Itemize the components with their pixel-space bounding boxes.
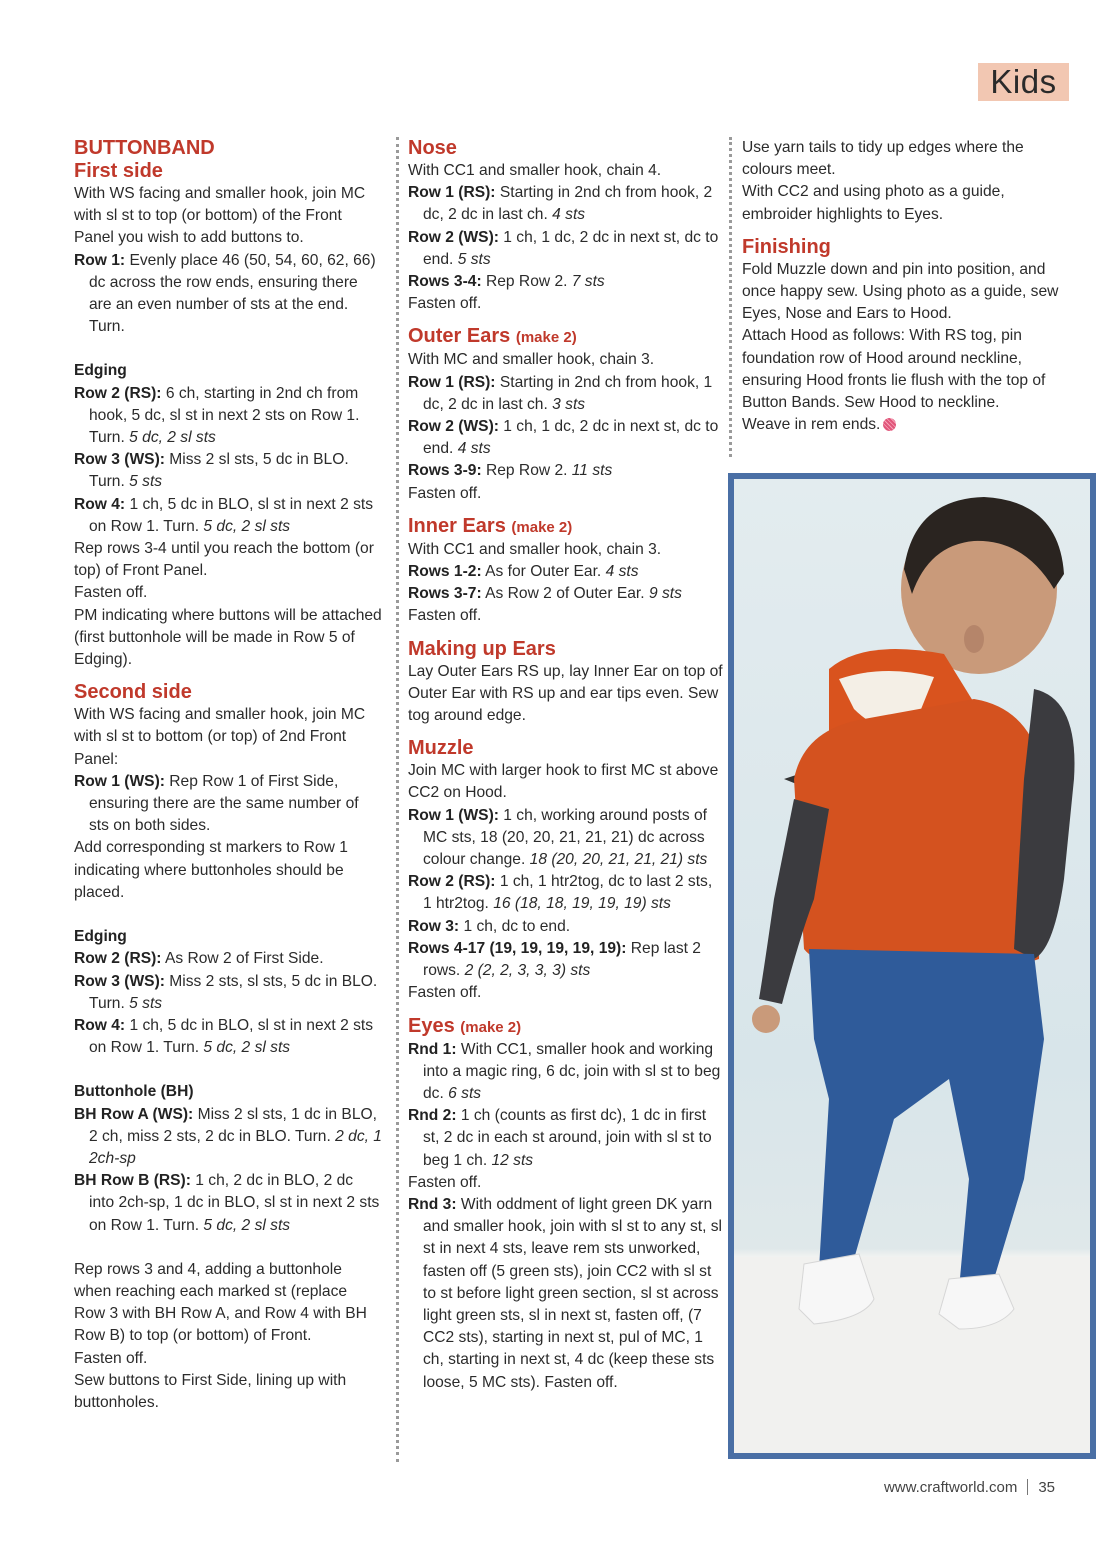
row-text: 1 ch, 5 dc in BLO, sl st in next 2 sts on Row 1. Turn. bbox=[89, 1016, 374, 1057]
row-text: Evenly place 46 (50, 54, 60, 62, 66) dc across the row ends, ensuring there are an even number of sts at the end. Turn. bbox=[89, 251, 376, 336]
eyes-fasten: Fasten off. bbox=[408, 1173, 482, 1191]
finishing-attach: Attach Hood as follows: With RS tog, pin foundation row of Hood around neckline, ensuring Hood fronts lie flush with the top of Button Bands. Sew Hood to neckline. bbox=[742, 327, 1046, 412]
heading-text: Outer Ears bbox=[408, 325, 511, 348]
stitch-count: 5 dc, 2 sl sts bbox=[203, 1216, 291, 1234]
make-count: (make 2) bbox=[515, 329, 577, 347]
nose-heading: Nose bbox=[408, 137, 457, 159]
muzzle-row417 bbox=[408, 938, 724, 982]
hand bbox=[752, 1005, 780, 1033]
stitch-count: 11 sts bbox=[571, 462, 613, 480]
row-text: 1 ch, 1 htr2tog, dc to last 2 sts, 1 htr2tog. bbox=[423, 873, 713, 913]
second-side-fasten: Fasten off. bbox=[74, 1349, 148, 1367]
stitch-count: 5 dc, 2 sl sts bbox=[203, 517, 291, 535]
second-side-heading: Second side bbox=[74, 681, 192, 704]
outer-ears-heading bbox=[408, 325, 724, 349]
stitch-count: 2 (2, 2, 3, 3, 3) sts bbox=[464, 962, 591, 980]
row-text: Miss 2 sts, sl sts, 5 dc in BLO. Turn. bbox=[89, 972, 378, 1012]
row-text: 1 ch, 2 dc in BLO, 2 dc into 2ch-sp, 1 dc in BLO, sl st in next 2 sts on Row 1. Turn. bbox=[89, 1172, 380, 1234]
column-divider-1 bbox=[396, 137, 399, 1462]
second-side-sew: Sew buttons to First Side, lining up with buttonholes. bbox=[74, 1371, 347, 1411]
child-illustration bbox=[734, 479, 1090, 1453]
stitch-count: 3 sts bbox=[552, 395, 586, 413]
embroider-text: With CC2 and using photo as a guide, embroider highlights to Eyes. bbox=[742, 183, 1005, 223]
row-text: With CC1, smaller hook and working into a magic ring, 6 dc, join with sl st to beg dc. bbox=[423, 1040, 721, 1102]
row-text: Miss 2 sl sts, 1 dc in BLO, 2 ch, miss 2 sts, 2 dc in BLO. Turn. bbox=[89, 1105, 377, 1145]
row-label: BH Row A (WS): bbox=[74, 1105, 194, 1123]
finishing-fold: Fold Muzzle down and pin into position, and once happy sew. Using photo as a guide, sew Eyes, Nose and Ears to Hood. bbox=[742, 260, 1059, 323]
row-label: Rnd 2: bbox=[408, 1107, 457, 1125]
spacer bbox=[74, 1237, 382, 1259]
stitch-count: 6 sts bbox=[448, 1084, 482, 1102]
first-side-row4 bbox=[74, 494, 382, 538]
heading-text: Inner Ears bbox=[408, 514, 506, 537]
row-label: Row 2 (RS): bbox=[74, 950, 162, 968]
row-text: 6 ch, starting in 2nd ch from hook, 5 dc, sl st in next 2 sts on Row 1. Turn. bbox=[89, 384, 360, 447]
first-side-pm: PM indicating where buttons will be attached (first buttonhole will be made in Row 5 of Edging). bbox=[74, 606, 382, 669]
bh-row-b bbox=[74, 1170, 382, 1237]
row-text: With oddment of light green DK yarn and smaller hook, join with sl st to any st, sl st in next 4 sts, leave rem sts unworked, fasten off (5 green sts), join CC2 with sl st to st before light green section, sl st across light green sts, sl in next st, fasten off, (7 CC2 sts), starting in next st, pul of MC, 1 ch, starting in next st, 4 dc (keep these sts loose, 5 MC sts). Fasten off. bbox=[423, 1195, 723, 1391]
muzzle-heading: Muzzle bbox=[408, 737, 474, 760]
outer-ears-fasten: Fasten off. bbox=[408, 484, 482, 502]
row-text: As for Outer Ear. bbox=[481, 563, 606, 581]
inner-ears-row12 bbox=[408, 561, 724, 583]
nose-row2 bbox=[408, 227, 724, 271]
row-text: 1 ch, 1 dc, 2 dc in next st, dc to end. bbox=[423, 418, 719, 458]
row-text: 1 ch, 1 dc, 2 dc in next st, dc to end. bbox=[423, 228, 719, 268]
row-label: Row 2 (WS): bbox=[408, 418, 499, 436]
nose-row1 bbox=[408, 182, 724, 226]
section-tag: Kids bbox=[978, 63, 1069, 101]
finishing-weave bbox=[742, 414, 1067, 436]
second-side-row4 bbox=[74, 1015, 382, 1059]
second-side-row1 bbox=[74, 771, 382, 838]
row-label: Rows 3-9: bbox=[408, 462, 482, 480]
row-label: Row 3 (WS): bbox=[74, 451, 165, 469]
first-side-row1 bbox=[74, 250, 382, 339]
row-text: Rep Row 1 of First Side, ensuring there are the same number of sts on both sides. bbox=[89, 772, 359, 835]
row-text: Rep last 2 rows. bbox=[423, 939, 701, 980]
second-side-edging-heading: Edging bbox=[74, 928, 127, 946]
muzzle-row1 bbox=[408, 805, 724, 872]
make-count: (make 2) bbox=[460, 1018, 522, 1036]
stitch-count: 18 (20, 20, 21, 21, 21) sts bbox=[529, 851, 708, 869]
outer-ears-row1 bbox=[408, 372, 724, 416]
heading-text: Eyes bbox=[408, 1014, 455, 1037]
make-count: (make 2) bbox=[511, 518, 573, 536]
first-side-row2 bbox=[74, 383, 382, 450]
making-up-heading: Making up Ears bbox=[408, 637, 556, 660]
first-side-repeat: Rep rows 3-4 until you reach the bottom (or top) of Front Panel. bbox=[74, 540, 374, 580]
column-finishing bbox=[742, 137, 1067, 436]
muzzle-row3 bbox=[408, 916, 724, 938]
row-text: As Row 2 of First Side. bbox=[161, 950, 324, 968]
row-text: Starting in 2nd ch from hook, 2 dc, 2 dc in last ch. bbox=[423, 184, 713, 224]
row-label: Row 1 (RS): bbox=[408, 373, 496, 391]
row-text: As Row 2 of Outer Ear. bbox=[481, 585, 649, 603]
buttonhole-heading: Buttonhole (BH) bbox=[74, 1083, 194, 1101]
nose-fasten: Fasten off. bbox=[408, 295, 482, 313]
eyes-heading bbox=[408, 1015, 724, 1039]
row-label: Row 4: bbox=[74, 495, 126, 513]
second-side-row2 bbox=[74, 948, 382, 970]
stitch-count: 7 sts bbox=[571, 273, 605, 291]
row-label: Row 1 (WS): bbox=[74, 772, 165, 790]
stitch-count: 9 sts bbox=[648, 585, 682, 603]
row-label: Row 3 (WS): bbox=[74, 972, 165, 990]
photo-frame bbox=[728, 473, 1096, 1459]
stitch-count: 5 dc, 2 sl sts bbox=[129, 429, 216, 447]
eyes-rnd1 bbox=[408, 1039, 724, 1106]
buttonband-title: BUTTONBAND bbox=[74, 137, 215, 159]
row-label: Row 1: bbox=[74, 251, 126, 269]
row-text: 1 ch, 5 dc in BLO, sl st in next 2 sts on Row 1. Turn. bbox=[89, 495, 374, 535]
second-side-intro: With WS facing and smaller hook, join MC with sl st to bottom (or top) of 2nd Front Panel: bbox=[74, 706, 366, 768]
row-label: Rows 1-2: bbox=[408, 563, 482, 581]
outer-ears-row39 bbox=[408, 460, 724, 482]
stitch-count: 5 sts bbox=[457, 250, 491, 268]
first-side-row3 bbox=[74, 449, 382, 493]
nose-row34 bbox=[408, 271, 724, 293]
page-footer bbox=[884, 1477, 1055, 1499]
row-label: Rows 4-17 (19, 19, 19, 19, 19): bbox=[408, 939, 627, 957]
row-label: Rows 3-7: bbox=[408, 585, 482, 603]
stitch-count: 4 sts bbox=[605, 563, 639, 581]
stitch-count: 5 sts bbox=[129, 473, 163, 491]
finishing-heading: Finishing bbox=[742, 235, 831, 258]
row-label: Rnd 1: bbox=[408, 1040, 457, 1058]
first-side-intro: With WS facing and smaller hook, join MC with sl st to top (or bottom) of the Front Panel you wish to add buttons to. bbox=[74, 185, 366, 247]
eyes-rnd3 bbox=[408, 1194, 724, 1394]
stitch-count: 16 (18, 18, 19, 19, 19) sts bbox=[493, 895, 671, 913]
stitch-count: 4 sts bbox=[552, 206, 586, 224]
row-label: Row 4: bbox=[74, 1016, 126, 1034]
page-number: 35 bbox=[1038, 1479, 1055, 1496]
row-label: Row 1 (WS): bbox=[408, 806, 499, 824]
nose-intro: With CC1 and smaller hook, chain 4. bbox=[408, 162, 662, 179]
outer-ears-intro: With MC and smaller hook, chain 3. bbox=[408, 351, 655, 369]
column-divider-2 bbox=[729, 137, 732, 457]
inner-ears-row37 bbox=[408, 583, 724, 605]
row-label: Row 2 (RS): bbox=[74, 384, 162, 402]
row-label: Rnd 3: bbox=[408, 1195, 457, 1213]
outer-ears-row2 bbox=[408, 416, 724, 460]
row-text: 1 ch, dc to end. bbox=[459, 917, 571, 935]
row-text: 1 ch (counts as first dc), 1 dc in first st, 2 dc in each st around, join with sl st to beg 1 ch. bbox=[423, 1107, 712, 1169]
floor bbox=[734, 1257, 1090, 1453]
second-side-add: Add corresponding st markers to Row 1 indicating where buttonholes should be placed. bbox=[74, 839, 348, 901]
row-text: Rep Row 2. bbox=[481, 273, 572, 291]
inner-ears-heading bbox=[408, 515, 724, 539]
yarn-ball-icon bbox=[883, 418, 896, 431]
photo-child-fox-hoodie bbox=[734, 479, 1090, 1453]
row-label: BH Row B (RS): bbox=[74, 1172, 191, 1190]
stitch-count: 5 sts bbox=[129, 994, 163, 1012]
row-text: Miss 2 sl sts, 5 dc in BLO. Turn. bbox=[89, 451, 349, 491]
stitch-count: 2 dc, 1 2ch-sp bbox=[89, 1127, 382, 1167]
footer-url[interactable]: www.craftworld.com bbox=[883, 1479, 1018, 1496]
bh-row-a bbox=[74, 1104, 382, 1171]
row-text: Rep Row 2. bbox=[481, 462, 572, 480]
second-side-repeat: Rep rows 3 and 4, adding a buttonhole when reaching each marked st (replace Row 3 with BH Row A, and Row 4 with BH Row B) to top (or bottom) of Front. bbox=[74, 1260, 367, 1345]
footer-separator bbox=[1027, 1479, 1028, 1495]
row-label: Row 2 (WS): bbox=[408, 228, 499, 246]
stitch-count: 5 dc, 2 sl sts bbox=[203, 1039, 291, 1057]
muzzle-intro: Join MC with larger hook to first MC st above CC2 on Hood. bbox=[408, 762, 719, 802]
row-label: Row 3: bbox=[408, 917, 460, 935]
row-text: Starting in 2nd ch from hook, 1 dc, 2 dc in last ch. bbox=[423, 373, 713, 413]
inner-ears-intro: With CC1 and smaller hook, chain 3. bbox=[408, 540, 662, 558]
ear bbox=[964, 625, 984, 653]
sweater bbox=[794, 699, 1044, 975]
stitch-count: 12 sts bbox=[491, 1151, 534, 1169]
row-label: Row 2 (RS): bbox=[408, 873, 496, 891]
weave-text: Weave in rem ends. bbox=[742, 416, 881, 434]
muzzle-fasten: Fasten off. bbox=[408, 984, 482, 1002]
row-label: Rows 3-4: bbox=[408, 273, 482, 291]
column-buttonband bbox=[74, 137, 382, 1414]
row-label: Row 1 (RS): bbox=[408, 184, 496, 202]
column-pieces bbox=[408, 137, 724, 1394]
first-side-heading: First side bbox=[74, 160, 163, 182]
eyes-rnd2 bbox=[408, 1105, 724, 1172]
inner-ears-fasten: Fasten off. bbox=[408, 607, 482, 625]
first-side-fasten: Fasten off. bbox=[74, 584, 148, 602]
row-text: 1 ch, working around posts of MC sts, 18 (20, 20, 21, 21, 21) dc across colour change. bbox=[423, 806, 707, 869]
jeans bbox=[809, 949, 1044, 1289]
first-side-edging-heading: Edging bbox=[74, 362, 127, 380]
second-side-row3 bbox=[74, 971, 382, 1015]
stitch-count: 4 sts bbox=[457, 440, 491, 458]
tidy-text: Use yarn tails to tidy up edges where the colours meet. bbox=[742, 139, 1024, 179]
making-up-text: Lay Outer Ears RS up, lay Inner Ear on top of Outer Ear with RS up and ear tips even. Sew tog around edge. bbox=[408, 662, 723, 725]
muzzle-row2 bbox=[408, 871, 724, 915]
